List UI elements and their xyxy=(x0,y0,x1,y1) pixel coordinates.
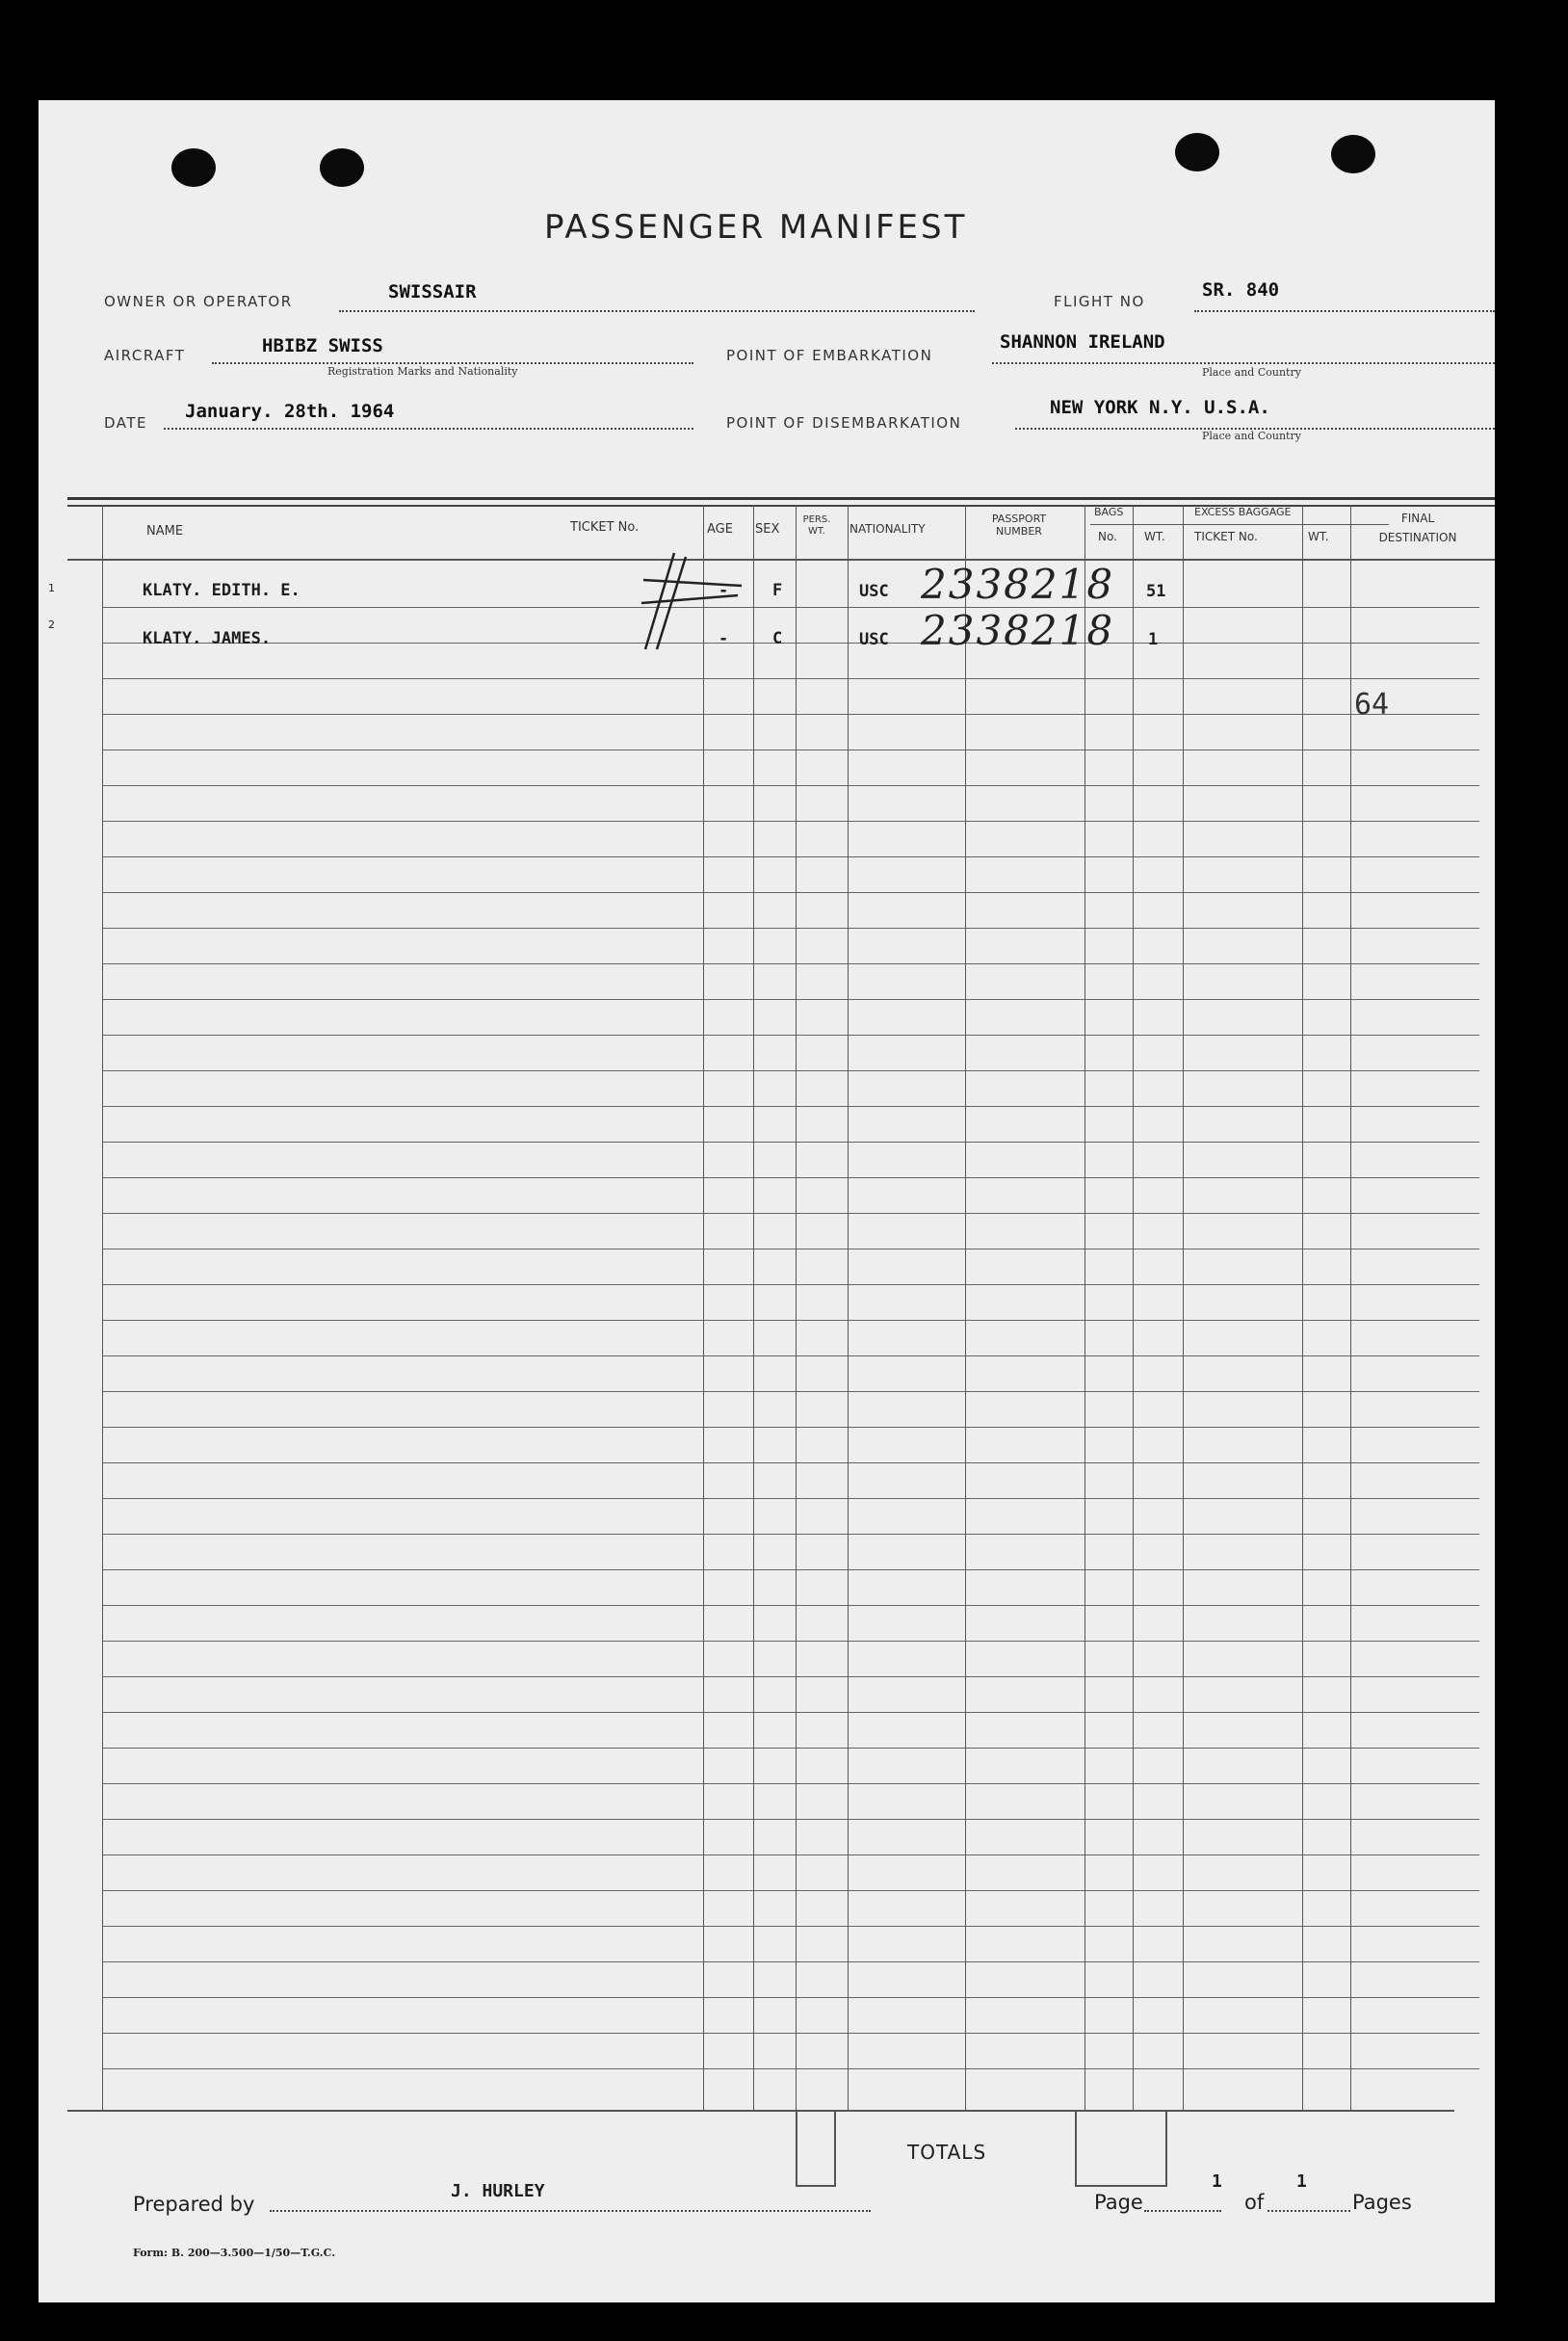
row-rule xyxy=(102,1605,1479,1606)
column-rule xyxy=(796,505,797,2110)
col-bags: BAGS xyxy=(1094,506,1124,518)
row-rule xyxy=(102,928,1479,929)
passenger-sex: C xyxy=(772,629,783,648)
totals-bottom xyxy=(1075,2185,1167,2187)
totals-bottom xyxy=(796,2185,836,2187)
punch-hole-2 xyxy=(320,148,364,187)
embarkation-place-hint: Place and Country xyxy=(1202,366,1301,379)
disembarkation-value: NEW YORK N.Y. U.S.A. xyxy=(1050,397,1270,418)
row-rule xyxy=(102,1142,1479,1143)
col-pers-wt: PERS. WT. xyxy=(802,514,831,537)
row-rule xyxy=(102,999,1479,1000)
totals-label: TOTALS xyxy=(907,2141,987,2164)
document-title: PASSENGER MANIFEST xyxy=(544,208,968,247)
bags-sub-rule xyxy=(1090,524,1389,525)
column-rule xyxy=(848,505,849,2110)
column-rule xyxy=(1133,505,1134,2110)
passenger-passport: 2338218 xyxy=(921,561,1115,608)
passenger-nationality: USC xyxy=(859,630,889,649)
row-rule xyxy=(102,1569,1479,1570)
flight-label: FLIGHT NO xyxy=(1054,293,1145,310)
row-rule xyxy=(102,1427,1479,1428)
punch-hole-1 xyxy=(171,148,216,187)
row-rule xyxy=(102,963,1479,964)
table-bottom-rule xyxy=(67,2110,1454,2112)
page-value: 1 xyxy=(1212,2171,1222,2192)
row-rule xyxy=(102,1676,1479,1677)
row-rule xyxy=(102,714,1479,715)
totals-divider xyxy=(1075,2110,1077,2187)
col-excess: EXCESS BAGGAGE xyxy=(1194,506,1292,518)
passenger-name: KLATY. JAMES. xyxy=(143,629,272,648)
row-rule xyxy=(102,1106,1479,1107)
row-rule xyxy=(102,1070,1479,1071)
totals-divider xyxy=(796,2110,797,2187)
owner-label: OWNER OR OPERATOR xyxy=(104,293,293,310)
of-line xyxy=(1267,2210,1350,2212)
page-line xyxy=(1144,2210,1221,2212)
table-top-rule-1 xyxy=(67,497,1495,500)
aircraft-line xyxy=(212,362,693,364)
col-excess-wt: WT. xyxy=(1308,530,1329,543)
row-rule xyxy=(102,1213,1479,1214)
passenger-sex: F xyxy=(772,581,783,600)
row-rule xyxy=(102,1783,1479,1784)
row-rule xyxy=(102,1534,1479,1535)
row-rule xyxy=(102,2068,1479,2069)
passenger-bags-wt: 1 xyxy=(1148,630,1159,649)
row-rule xyxy=(102,821,1479,822)
row-rule xyxy=(102,1819,1479,1820)
totals-divider xyxy=(834,2110,836,2187)
row-rule xyxy=(102,1961,1479,1962)
column-rule xyxy=(1350,505,1351,2110)
row-rule xyxy=(102,892,1479,893)
col-bags-no: No. xyxy=(1098,530,1117,543)
row-rule xyxy=(102,1177,1479,1178)
column-rule xyxy=(703,505,704,2110)
totals-divider xyxy=(1165,2110,1167,2187)
punch-hole-4 xyxy=(1331,135,1375,173)
date-line xyxy=(164,428,693,430)
row-index-1: 1 xyxy=(48,582,55,594)
row-rule xyxy=(102,1712,1479,1713)
col-final: FINAL DESTINATION xyxy=(1378,512,1457,544)
row-rule xyxy=(102,1926,1479,1927)
col-sex: SEX xyxy=(755,522,780,537)
row-rule xyxy=(102,1641,1479,1642)
passenger-bags-wt: 51 xyxy=(1146,582,1166,601)
row-rule xyxy=(102,1035,1479,1036)
side-note: 64 xyxy=(1354,688,1390,722)
col-age: AGE xyxy=(707,522,733,537)
row-rule xyxy=(102,1355,1479,1356)
row-rule xyxy=(102,1997,1479,1998)
row-rule xyxy=(102,1890,1479,1891)
column-rule xyxy=(965,505,966,2110)
prepared-value: J. HURLEY xyxy=(451,2181,545,2201)
column-rule xyxy=(1302,505,1303,2110)
page-label: Page xyxy=(1094,2191,1143,2214)
row-rule xyxy=(102,1854,1479,1855)
prepared-line xyxy=(270,2210,871,2212)
embarkation-line xyxy=(992,362,1495,364)
row-rule xyxy=(102,1748,1479,1749)
col-ticket: TICKET No. xyxy=(570,520,640,535)
form-code: Form: B. 200—3.500—1/50—T.G.C. xyxy=(133,2247,336,2259)
of-value: 1 xyxy=(1296,2171,1307,2192)
of-label: of xyxy=(1244,2191,1265,2214)
row-index-2: 2 xyxy=(48,618,55,631)
flight-value: SR. 840 xyxy=(1202,279,1280,301)
row-rule xyxy=(102,856,1479,857)
aircraft-value: HBIBZ SWISS xyxy=(262,335,383,356)
owner-value: SWISSAIR xyxy=(388,281,477,302)
passenger-name: KLATY. EDITH. E. xyxy=(143,581,301,600)
row-rule xyxy=(102,643,1479,644)
punch-hole-3 xyxy=(1175,133,1219,171)
row-rule xyxy=(102,678,1479,679)
col-name: NAME xyxy=(146,524,184,539)
disembarkation-label: POINT OF DISEMBARKATION xyxy=(726,414,962,432)
registration-hint: Registration Marks and Nationality xyxy=(327,365,518,378)
row-rule xyxy=(102,607,1479,608)
flight-line xyxy=(1194,310,1495,312)
row-rule xyxy=(102,785,1479,786)
row-rule xyxy=(102,1462,1479,1463)
date-value: January. 28th. 1964 xyxy=(185,401,395,422)
column-rule xyxy=(102,505,103,2110)
passenger-age: - xyxy=(719,629,729,648)
col-bags-wt: WT. xyxy=(1144,530,1165,543)
manifest-sheet xyxy=(39,100,1495,2302)
header-bottom-rule xyxy=(67,559,1495,561)
column-rule xyxy=(753,505,754,2110)
col-passport: PASSPORT NUMBER xyxy=(991,513,1047,538)
pages-label: Pages xyxy=(1352,2191,1412,2214)
column-rule xyxy=(1183,505,1184,2110)
strike-marks xyxy=(636,543,751,659)
row-rule xyxy=(102,1284,1479,1285)
passenger-passport: 2338218 xyxy=(921,607,1115,654)
col-nationality: NATIONALITY xyxy=(849,522,926,536)
row-rule xyxy=(102,1498,1479,1499)
owner-line xyxy=(339,310,975,312)
date-label: DATE xyxy=(104,414,148,432)
aircraft-label: AIRCRAFT xyxy=(104,347,186,364)
passenger-nationality: USC xyxy=(859,582,889,601)
disembarkation-place-hint: Place and Country xyxy=(1202,430,1301,442)
embarkation-label: POINT OF EMBARKATION xyxy=(726,347,933,364)
embarkation-value: SHANNON IRELAND xyxy=(1000,331,1165,353)
row-rule xyxy=(102,2033,1479,2034)
col-excess-ticket: TICKET No. xyxy=(1194,530,1258,543)
row-rule xyxy=(102,1320,1479,1321)
passenger-age: - xyxy=(719,581,729,600)
row-rule xyxy=(102,1391,1479,1392)
prepared-label: Prepared by xyxy=(133,2193,255,2216)
